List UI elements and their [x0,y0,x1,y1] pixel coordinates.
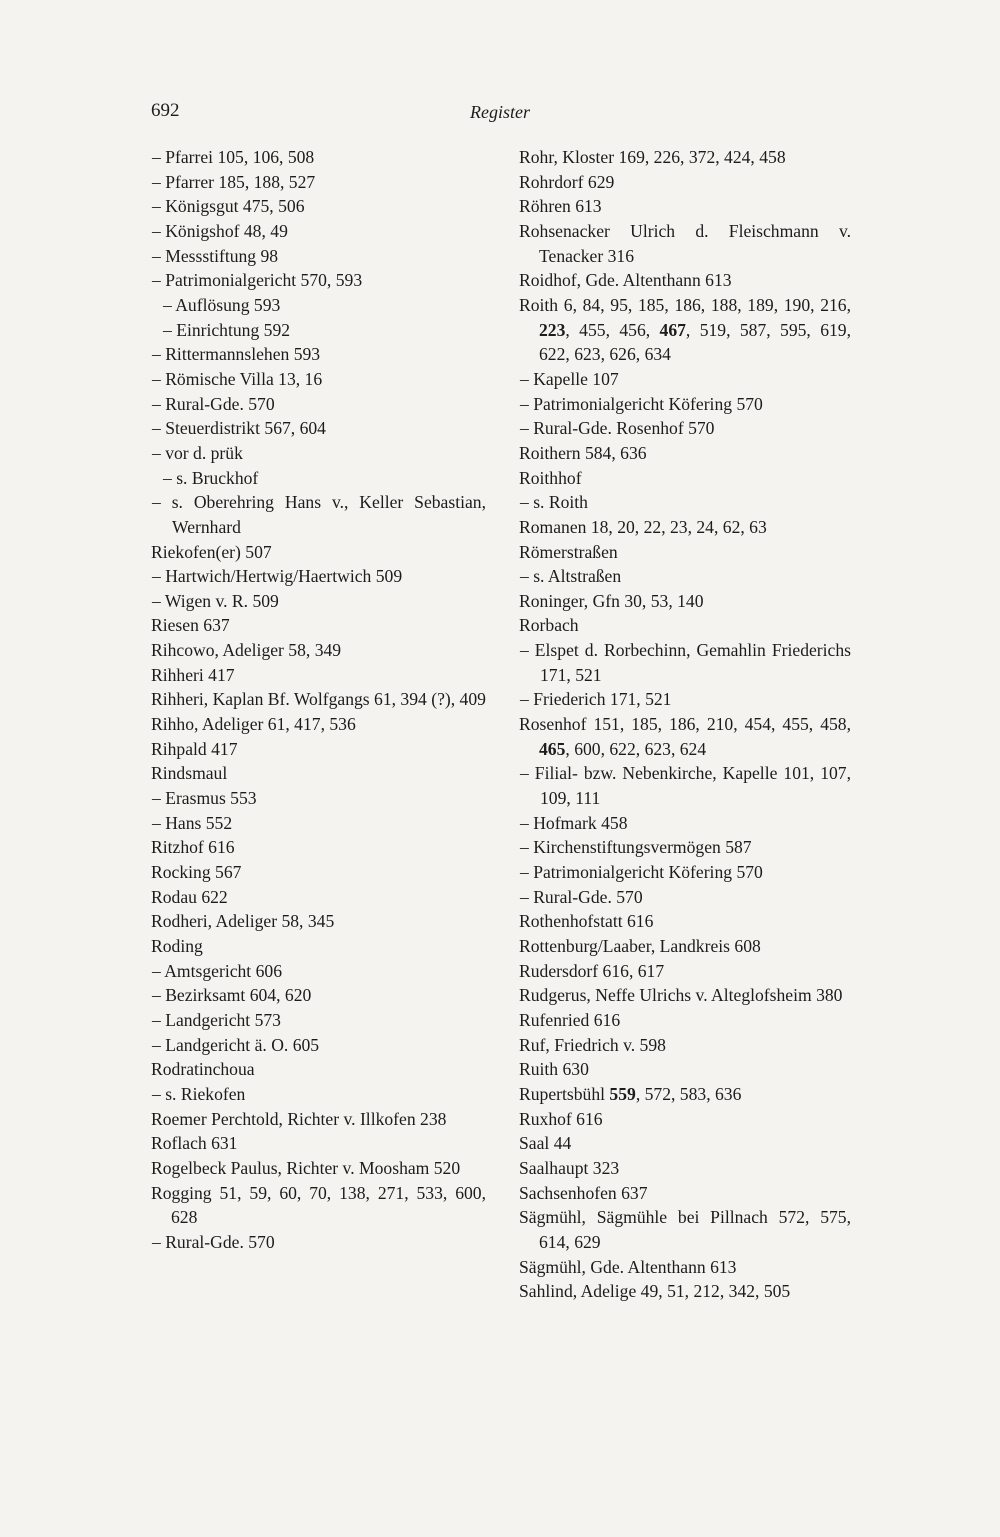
index-entry: Rorbach [519,615,579,636]
index-entry: Rodheri, Adeliger 58, 345 [151,911,335,932]
entry-text: Rosenhof 151, 185, 186, 210, 454, 455, 458, [519,714,851,735]
bold-page-ref: 559 [609,1083,636,1104]
index-entry: Rohsenacker Ulrich d. Fleischmann v. Tenacker 316 [519,220,851,266]
index-entry: Rothenhofstatt 616 [519,911,654,932]
running-title: Register [470,102,530,122]
index-entry: – s. Riekofen [152,1083,246,1104]
entry-text: , 519, 587, 595, 619, 622, 623, 626, 634 [539,319,851,365]
index-entry: Rodratinchoua [151,1059,255,1080]
index-entry: Sahlind, Adelige 49, 51, 212, 342, 505 [519,1281,791,1302]
index-entry: Röhren 613 [519,196,602,217]
index-entry: Roemer Perchtold, Richter v. Illkofen 238 [151,1108,447,1129]
index-entry: Roninger, Gfn 30, 53, 140 [519,590,704,611]
index-entry: – Filial- bzw. Nebenkirche, Kapelle 101, 107, 109, 111 [520,763,851,809]
index-entry: Rohr, Kloster 169, 226, 372, 424, 458 [519,147,786,167]
index-entry: Rudersdorf 616, 617 [519,960,665,981]
index-entry: Rogging 51, 59, 60, 70, 138, 271, 533, 600, 628 [151,1182,486,1228]
index-entry: Rindsmaul [151,763,228,784]
index-entry: – Kirchenstiftungsvermögen 587 [520,837,752,858]
index-entry: – s. Bruckhof [163,467,259,488]
index-entry: – Rural-Gde. 570 [152,1231,275,1252]
index-entry: Roidhof, Gde. Altenthann 613 [519,270,732,291]
index-entry: Rufenried 616 [519,1009,621,1030]
index-entry: – Landgericht 573 [152,1009,281,1030]
bold-page-ref: 465 [539,738,566,759]
index-entry: – Landgericht ä. O. 605 [152,1034,320,1055]
index-entry: Ruxhof 616 [519,1108,603,1129]
index-entry: – Erasmus 553 [152,788,257,809]
index-entry: – Römische Villa 13, 16 [152,368,323,389]
entry-text: , 600, 622, 623, 624 [565,738,707,759]
page-number: 692 [151,100,180,121]
entry-text: , 455, 456, [565,319,660,340]
index-entry: – Auflösung 593 [163,294,281,315]
index-entry: Rocking 567 [151,862,242,883]
entry-text: Rupertsbühl [519,1083,610,1104]
index-entry: – Elspet d. Rorbechinn, Gemahlin Friederichs 171, 521 [520,640,851,685]
index-entry: – s. Roith [520,492,588,513]
index-entry: Rihpald 417 [151,738,238,759]
index-entry: – Einrichtung 592 [163,319,291,340]
index-entry: Rudgerus, Neffe Ulrichs v. Alteglofsheim 380 [519,985,843,1006]
index-entry: Roflach 631 [151,1133,238,1154]
index-entry: Saalhaupt 323 [519,1157,620,1178]
index-entry: Sägmühl, Sägmühle bei Pillnach 572, 575, 614, 629 [519,1207,851,1252]
index-entry: – Patrimonialgericht 570, 593 [152,270,363,291]
index-entry: – Steuerdistrikt 567, 604 [152,418,326,439]
index-entry: – Königsgut 475, 506 [152,196,305,217]
index-entry: Sägmühl, Gde. Altenthann 613 [519,1256,737,1277]
index-entry: Sachsenhofen 637 [519,1182,648,1203]
index-entry: – Pfarrei 105, 106, 508 [152,147,315,167]
index-entry: – Kapelle 107 [520,368,619,389]
index-entry: Roithhof [519,467,582,488]
index-entry: – Wigen v. R. 509 [152,590,279,611]
index-entry: Rodau 622 [151,886,228,907]
index-entry: – Rural-Gde. 570 [520,886,643,907]
index-entry: Rihcowo, Adeliger 58, 349 [151,640,342,661]
index-entry: Ruf, Friedrich v. 598 [519,1034,666,1055]
index-entry: Riekofen(er) 507 [151,541,272,562]
index-entry: – Amtsgericht 606 [152,960,282,981]
index-entry [519,1082,851,1107]
index-entry: – s. Altstraßen [520,566,622,587]
index-entry: – Patrimonialgericht Köfering 570 [520,862,763,883]
index-entry: – Königshof 48, 49 [152,220,288,241]
index-entry: – Patrimonialgericht Köfering 570 [520,393,763,414]
index-entry: Rottenburg/Laaber, Landkreis 608 [519,936,761,956]
index-entry: Ritzhof 616 [151,837,235,858]
index-entry: – Bezirksamt 604, 620 [152,985,312,1006]
index-entry: – Pfarrer 185, 188, 527 [152,171,316,192]
index-entry: Rihheri 417 [151,664,235,685]
index-entry: Saal 44 [519,1133,572,1154]
index-entry: Ruith 630 [519,1059,589,1080]
index-entry: Romanen 18, 20, 22, 23, 24, 62, 63 [519,516,767,537]
index-entry: – Friederich 171, 521 [520,689,672,710]
index-entry: Rihheri, Kaplan Bf. Wolfgangs 61, 394 (?), 409 [151,689,486,710]
index-entry: – Hans 552 [152,812,233,833]
index-entry [519,712,851,761]
index-entry: Riesen 637 [151,615,230,636]
index-entry: Römerstraßen [519,541,618,562]
index-entry: – Hartwich/Hertwig/Haertwich 509 [152,566,403,587]
index-entry: Roding [151,936,203,956]
index-entry: – vor d. prük [152,442,243,463]
bold-page-ref: 223 [539,319,566,340]
entry-text: , 572, 583, 636 [635,1083,742,1104]
index-entry: Rohrdorf 629 [519,171,615,192]
index-entry: – Rittermannslehen 593 [152,344,321,365]
index-entry: Rihho, Adeliger 61, 417, 536 [151,714,356,735]
index-entry: – Hofmark 458 [520,812,628,833]
index-entry: – Rural-Gde. 570 [152,393,275,414]
index-entry: – Messstiftung 98 [152,245,279,266]
index-entry: Rogelbeck Paulus, Richter v. Moosham 520 [151,1157,461,1178]
index-column-left [151,145,486,1255]
index-entry: Roithern 584, 636 [519,442,647,463]
index-entry: – s. Oberehring Hans v., Keller Sebastian, Wernhard [152,492,486,537]
entry-text: Roith 6, 84, 95, 185, 186, 188, 189, 190, 216, [519,294,851,315]
bold-page-ref: 467 [659,319,686,340]
index-column-right [519,145,851,1304]
index-entry [519,293,851,367]
index-entry: – Rural-Gde. Rosenhof 570 [520,418,715,439]
